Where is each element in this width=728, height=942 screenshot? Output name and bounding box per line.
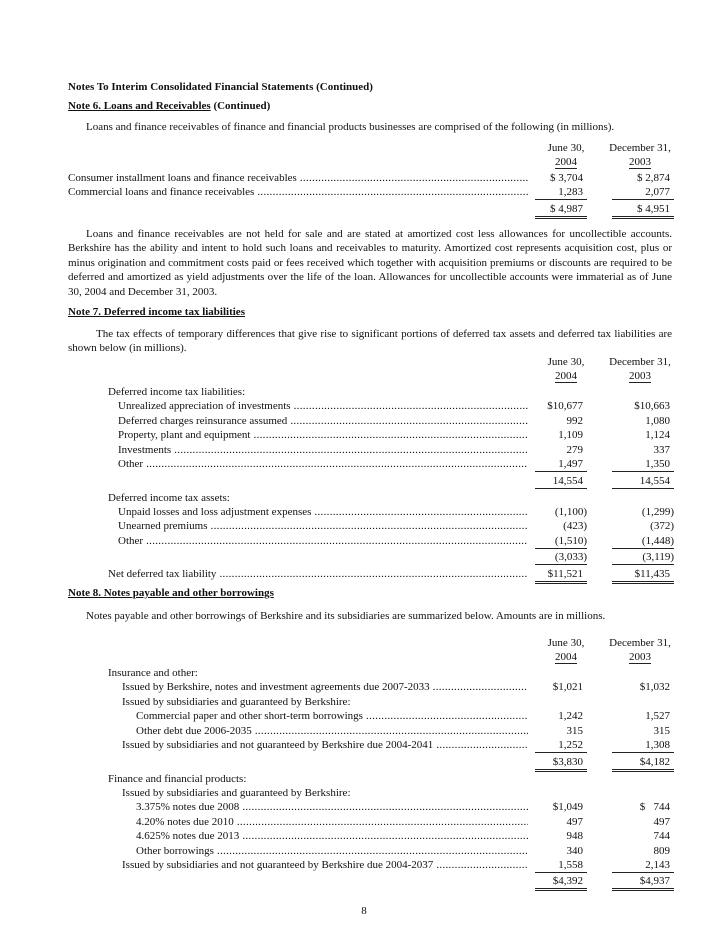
table-row <box>0 457 728 471</box>
row-label-text: Property, plant and equipment <box>118 429 251 442</box>
column-header-col2-year: 2003 <box>629 156 651 168</box>
row-value-dec-2003: 809 <box>653 844 670 857</box>
dot-leader <box>287 415 528 427</box>
row-value-dec-2003: 337 <box>653 443 670 456</box>
dot-leader <box>143 458 528 470</box>
note6-heading <box>68 99 270 113</box>
dot-leader <box>291 400 528 412</box>
row-value-jun-2004: 1,109 <box>558 429 583 442</box>
column-header-col1-line1: June 30, <box>547 142 585 154</box>
row-value-jun-2004: 279 <box>566 443 583 456</box>
column-header-col1 <box>540 141 592 169</box>
dot-leader <box>214 845 528 857</box>
column-header-col1-line2 <box>540 650 592 664</box>
column-header-col2-line1: December 31, <box>609 637 671 649</box>
table-row <box>0 772 728 786</box>
note8-intro: Notes payable and other borrowings of Berkshire and its subsidiaries are summarized below. Amounts are in millions. <box>86 610 606 622</box>
row-value-jun-2004: $1,049 <box>552 801 583 814</box>
row-value-dec-2003: 1,308 <box>612 738 674 753</box>
row-value-dec-2003: 1,527 <box>645 710 670 723</box>
column-header-col2-year: 2003 <box>629 370 651 382</box>
row-value-dec-2003: $ 744 <box>639 801 670 814</box>
column-header-col1-line1: June 30, <box>547 637 585 649</box>
column-header-col2-year: 2003 <box>629 651 651 663</box>
row-value-dec-2003: $ 2,874 <box>637 172 670 184</box>
table-row <box>0 443 728 457</box>
note7-heading: Note 7. Deferred income tax liabilities <box>68 306 245 318</box>
row-label-text: Deferred income tax liabilities: <box>108 386 246 398</box>
table-row <box>0 695 728 709</box>
table-row <box>0 874 728 888</box>
row-label <box>118 428 528 442</box>
table-row <box>0 399 728 413</box>
column-header-col1-line2 <box>540 155 592 169</box>
row-value-dec-2003: $ 4,951 <box>612 202 674 219</box>
dot-leader <box>239 830 528 842</box>
row-label <box>108 772 528 786</box>
note6-heading-title: Note 6. Loans and Receivables <box>68 100 211 112</box>
column-header-col1-year: 2004 <box>555 156 577 168</box>
table-row <box>0 491 728 505</box>
row-label-text: 4.20% notes due 2010 <box>136 815 234 828</box>
dot-leader <box>311 506 528 518</box>
column-header-col2 <box>604 636 676 664</box>
table-row <box>0 567 728 581</box>
row-label-text: Other <box>118 458 144 470</box>
table-row <box>0 800 728 814</box>
row-label-text: Unrealized appreciation of investments <box>118 400 291 413</box>
table-row <box>0 505 728 519</box>
row-label-text: Issued by subsidiaries and not guaranteed by Berkshire due 2004-2041 <box>122 739 434 751</box>
dot-leader <box>208 520 529 532</box>
note6-heading-suffix: (Continued) <box>210 100 271 112</box>
row-value-jun-2004: $11,521 <box>535 567 587 584</box>
column-header-col2-line2 <box>604 650 676 664</box>
row-label <box>68 185 528 199</box>
row-value-jun-2004: 1,252 <box>535 738 587 753</box>
row-value-jun-2004: 14,554 <box>535 474 587 489</box>
dot-leader <box>430 681 528 693</box>
row-label <box>118 505 528 519</box>
dot-leader <box>216 568 528 580</box>
note6-intro: Loans and finance receivables of finance and financial products businesses are comprised of the following (in millions). <box>86 121 615 133</box>
table-row <box>0 534 728 548</box>
dot-leader <box>171 444 528 456</box>
row-label-text: Finance and financial products: <box>108 772 247 785</box>
dot-leader <box>297 172 528 184</box>
dot-leader <box>433 859 528 871</box>
row-label <box>108 385 528 399</box>
row-label <box>122 695 528 709</box>
table-row <box>0 171 728 185</box>
table-row <box>0 680 728 694</box>
note8-heading: Note 8. Notes payable and other borrowings <box>68 587 274 599</box>
row-value-jun-2004: (1,510) <box>535 534 587 549</box>
row-value-dec-2003: 497 <box>653 815 670 828</box>
note6-paragraph: Loans and finance receivables are not held for sale and are stated at amortized cost less allowances for uncollectible accounts. Berkshire has the ability and intent to hold such loans and receivables to maturity. Amortized cost represents acquisition cost, plus or minus origination and commitment costs paid or fees received which together with acquisition premiums or discounts are required to be deferred and amortized as yield adjustments over the life of the loan. Allowances for uncollectible accounts were immaterial as of June 30, 2004 and December 31, 2003. <box>68 228 672 298</box>
dot-leader <box>254 186 528 198</box>
row-label <box>108 666 528 680</box>
row-value-jun-2004: 948 <box>566 830 583 843</box>
row-label <box>136 724 528 738</box>
row-label-text: Deferred income tax assets: <box>108 491 230 504</box>
table-row <box>0 550 728 564</box>
row-value-jun-2004: 315 <box>566 724 583 737</box>
row-label <box>118 414 528 428</box>
row-value-dec-2003: (1,299) <box>641 505 674 518</box>
row-value-jun-2004: 992 <box>566 414 583 427</box>
row-value-dec-2003: (1,448) <box>612 534 674 549</box>
row-value-dec-2003: $1,032 <box>639 681 670 694</box>
row-label-text: 4.625% notes due 2013 <box>136 830 240 843</box>
row-value-jun-2004: $10,677 <box>547 400 583 413</box>
row-value-dec-2003: (3,119) <box>612 550 674 565</box>
row-label <box>136 815 528 829</box>
note7-intro: The tax effects of temporary differences that give rise to significant portions of deferred tax assets and deferred tax liabilities are shown below (in millions). <box>68 328 672 355</box>
row-value-dec-2003: 2,143 <box>612 858 674 873</box>
row-label <box>122 738 528 752</box>
row-label-text: Commercial loans and finance receivables <box>68 186 255 199</box>
row-label-text: Issued by Berkshire, notes and investment agreements due 2007-2033 <box>122 681 430 694</box>
table-row <box>0 738 728 752</box>
column-header-col2 <box>604 141 676 169</box>
table-row <box>0 724 728 738</box>
column-header-col1-year: 2004 <box>555 370 577 382</box>
row-value-dec-2003: 14,554 <box>612 474 674 489</box>
row-label-text: Unpaid losses and loss adjustment expenses <box>118 505 312 518</box>
row-value-jun-2004: $4,392 <box>535 874 587 891</box>
row-label-text: Net deferred tax liability <box>108 567 217 580</box>
row-value-dec-2003: (372) <box>650 520 674 533</box>
row-label-text: Investments <box>118 443 172 456</box>
column-header-col1-line1: June 30, <box>547 356 585 368</box>
dot-leader <box>239 801 528 813</box>
row-label-text: Issued by subsidiaries and guaranteed by Berkshire: <box>122 695 351 708</box>
dot-leader <box>252 725 528 737</box>
table-row <box>0 666 728 680</box>
row-value-jun-2004: $3,830 <box>535 755 587 772</box>
row-value-dec-2003: $10,663 <box>634 400 670 413</box>
dot-leader <box>433 739 528 751</box>
row-label-text: Deferred charges reinsurance assumed <box>118 414 288 427</box>
table-row <box>0 858 728 872</box>
column-header-col2 <box>604 355 676 383</box>
dot-leader <box>363 710 528 722</box>
row-label <box>136 844 528 858</box>
column-header-col2-line1: December 31, <box>609 356 671 368</box>
row-value-dec-2003: 1,124 <box>645 429 670 442</box>
row-label-text: Consumer installment loans and finance receivables <box>68 172 297 184</box>
row-value-jun-2004: (1,100) <box>554 505 587 518</box>
table-row <box>0 786 728 800</box>
row-label <box>122 858 528 872</box>
row-label <box>68 171 528 185</box>
table-row <box>0 185 728 199</box>
table-row <box>0 755 728 769</box>
row-label-text: Other <box>118 534 144 547</box>
row-label <box>122 680 528 694</box>
row-label <box>118 519 528 533</box>
row-value-dec-2003: 2,077 <box>612 185 674 200</box>
column-header-col1 <box>540 355 592 383</box>
row-value-jun-2004: (423) <box>563 520 587 533</box>
row-value-dec-2003: $4,182 <box>612 755 674 772</box>
row-value-jun-2004: 497 <box>566 815 583 828</box>
row-value-dec-2003: 744 <box>653 830 670 843</box>
table-row <box>0 414 728 428</box>
column-header-col2-line1: December 31, <box>609 142 671 154</box>
row-value-jun-2004: $1,021 <box>552 681 583 694</box>
row-label <box>118 457 528 471</box>
dot-leader <box>234 816 528 828</box>
column-header-col2-line2 <box>604 155 676 169</box>
row-label <box>118 443 528 457</box>
row-label <box>136 800 528 814</box>
row-label-text: Insurance and other: <box>108 667 198 679</box>
table-row <box>0 519 728 533</box>
row-label <box>108 567 528 581</box>
row-label-text: Issued by subsidiaries and guaranteed by Berkshire: <box>122 786 351 799</box>
dot-leader <box>143 535 528 547</box>
row-value-jun-2004: (3,033) <box>535 550 587 565</box>
table-row <box>0 474 728 488</box>
row-label <box>108 491 528 505</box>
row-label <box>118 534 528 548</box>
dot-leader <box>250 429 528 441</box>
table-row <box>0 709 728 723</box>
row-value-dec-2003: $11,435 <box>612 567 674 584</box>
table-row <box>0 428 728 442</box>
page-title: Notes To Interim Consolidated Financial Statements (Continued) <box>68 81 373 93</box>
table-row <box>0 844 728 858</box>
row-label <box>122 786 528 800</box>
row-label-text: Other debt due 2006-2035 <box>136 724 252 737</box>
row-value-jun-2004: 1,242 <box>558 710 583 723</box>
row-value-dec-2003: 315 <box>653 724 670 737</box>
row-value-dec-2003: 1,080 <box>645 414 670 427</box>
row-label-text: 3.375% notes due 2008 <box>136 801 240 814</box>
row-label <box>136 709 528 723</box>
page-number: 8 <box>361 905 367 917</box>
column-header-col1-year: 2004 <box>555 651 577 663</box>
table-row <box>0 829 728 843</box>
row-value-jun-2004: $ 3,704 <box>550 172 583 184</box>
row-value-jun-2004: $ 4,987 <box>535 202 587 219</box>
row-value-dec-2003: 1,350 <box>612 457 674 472</box>
row-label-text: Unearned premiums <box>118 520 208 533</box>
row-value-dec-2003: $4,937 <box>612 874 674 891</box>
table-row <box>0 385 728 399</box>
row-value-jun-2004: 1,558 <box>535 858 587 873</box>
row-label-text: Issued by subsidiaries and not guaranteed by Berkshire due 2004-2037 <box>122 858 434 871</box>
row-label-text: Other borrowings <box>136 844 214 857</box>
row-value-jun-2004: 1,283 <box>535 185 587 200</box>
row-value-jun-2004: 1,497 <box>535 457 587 472</box>
row-label <box>136 829 528 843</box>
row-value-jun-2004: 340 <box>566 844 583 857</box>
column-header-col1 <box>540 636 592 664</box>
table-row <box>0 815 728 829</box>
column-header-col1-line2 <box>540 369 592 383</box>
table-row <box>0 202 728 216</box>
row-label-text: Commercial paper and other short-term borrowings <box>136 710 363 723</box>
row-label <box>118 399 528 413</box>
column-header-col2-line2 <box>604 369 676 383</box>
